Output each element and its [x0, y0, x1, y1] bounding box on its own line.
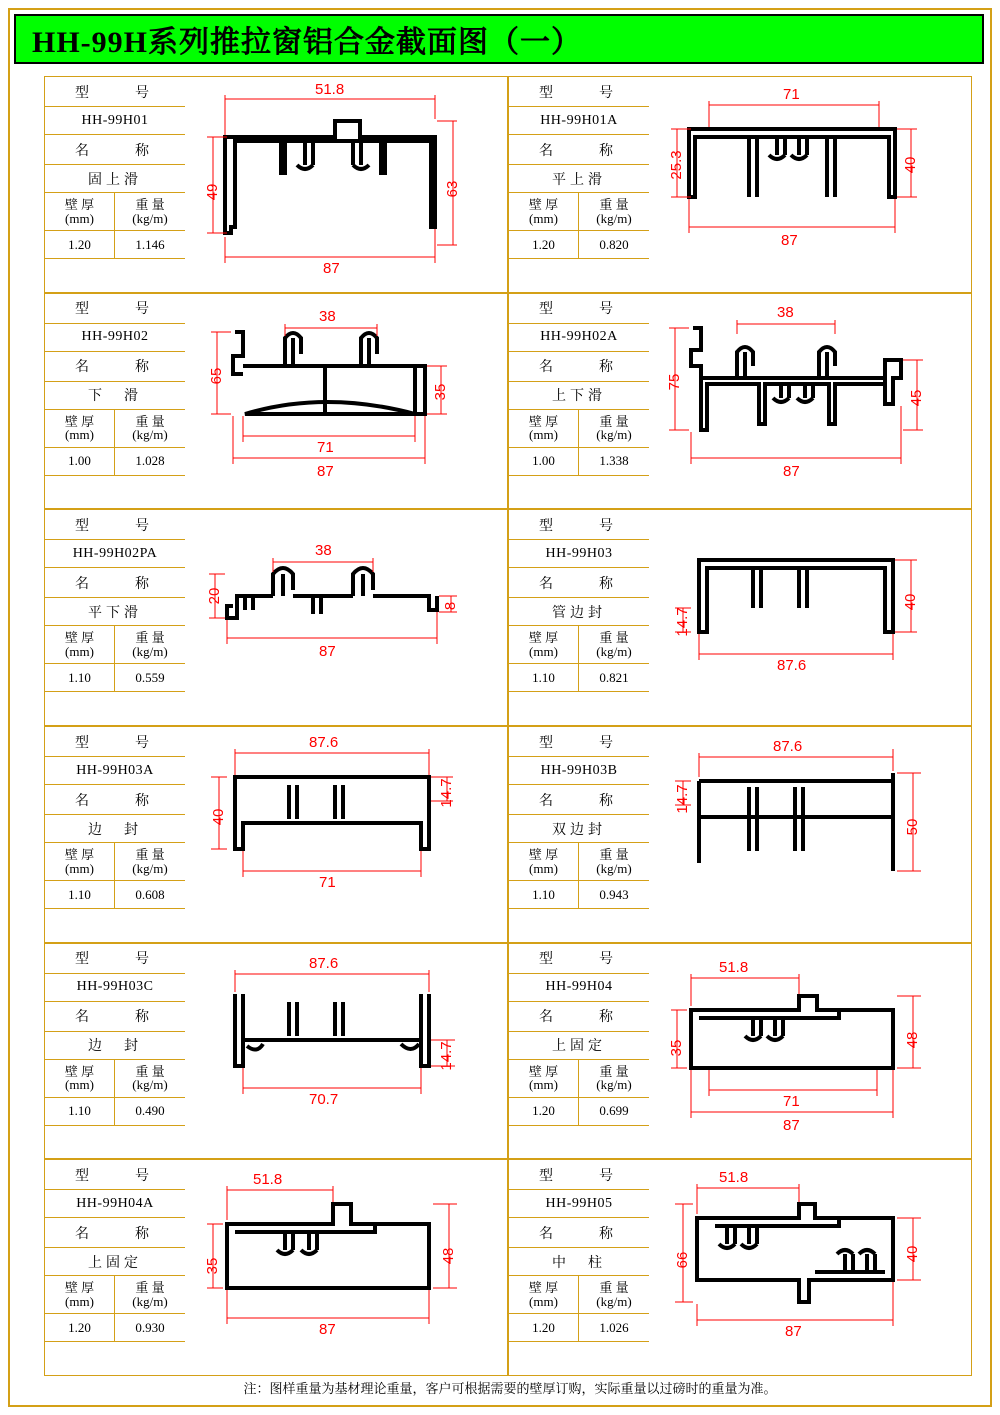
- dim-label: 71: [319, 874, 336, 891]
- dim-label: 51.8: [719, 958, 749, 976]
- spec-weight-value: 1.026: [599, 1320, 629, 1335]
- spec-thickness-value: 1.10: [45, 881, 115, 908]
- section-drawing: [185, 294, 507, 509]
- spec-weight-header: 重 量 (kg/m): [596, 1280, 632, 1309]
- spec-model-header: 型 号: [45, 727, 185, 757]
- spec-model-header: 型 号: [509, 1160, 649, 1190]
- spec-weight-value: 0.820: [599, 236, 629, 252]
- dim-label: 51.8: [315, 81, 345, 98]
- spec-name-header: 名 称: [45, 785, 185, 815]
- spec-values: [509, 881, 649, 909]
- section-drawing: [185, 944, 507, 1159]
- spec-model-value: HH-99H04: [509, 974, 649, 1002]
- section-drawing: [649, 727, 971, 942]
- spec-unit-header: [509, 626, 649, 664]
- dim-label: 87: [323, 260, 340, 277]
- profile-cell[interactable]: [44, 726, 508, 943]
- spec-table: [509, 1160, 649, 1375]
- spec-filler: [509, 259, 649, 292]
- spec-name-value: 边 封: [45, 1032, 185, 1060]
- profile-cell[interactable]: [508, 76, 972, 293]
- spec-weight-header: 重 量 (kg/m): [596, 630, 632, 659]
- spec-name-header: 名 称: [45, 568, 185, 598]
- spec-thickness-header: 壁 厚 (mm): [45, 843, 115, 880]
- spec-name-value: 上固定: [509, 1032, 649, 1060]
- spec-filler: [45, 909, 185, 942]
- dim-label: 35: [668, 1039, 685, 1056]
- spec-unit-header: [45, 843, 185, 881]
- spec-weight-header: 重 量 (kg/m): [132, 1280, 168, 1309]
- spec-thickness-value: 1.10: [509, 881, 579, 908]
- spec-name-value: 边 封: [45, 815, 185, 843]
- spec-thickness-value: 1.10: [45, 1098, 115, 1125]
- spec-thickness-value: 1.10: [509, 664, 579, 691]
- dim-label: 87: [319, 1321, 336, 1339]
- spec-table: [509, 944, 649, 1159]
- spec-values: [45, 231, 185, 259]
- spec-unit-header: [45, 193, 185, 231]
- spec-name-value: 双边封: [509, 815, 649, 843]
- spec-thickness-header: 壁 厚 (mm): [509, 193, 579, 230]
- spec-weight-value: 0.608: [135, 886, 165, 902]
- dim-label: 50: [904, 818, 921, 836]
- dim-label: 71: [317, 438, 334, 456]
- dim-label: 40: [210, 808, 227, 826]
- spec-name-header: 名 称: [509, 352, 649, 382]
- spec-model-value: HH-99H04A: [45, 1190, 185, 1218]
- dim-label: 25.3: [668, 150, 685, 180]
- dim-label: 87: [317, 462, 334, 480]
- spec-name-value: 固上滑: [45, 165, 185, 193]
- spec-name-value: 上下滑: [509, 382, 649, 410]
- section-drawing: [649, 510, 971, 725]
- spec-name-header: 名 称: [509, 568, 649, 598]
- spec-model-header: 型 号: [45, 294, 185, 324]
- spec-name-header: 名 称: [45, 1218, 185, 1248]
- dim-label: 38: [777, 303, 794, 321]
- dim-label: 70.7: [309, 1090, 339, 1108]
- spec-values: [45, 448, 185, 476]
- spec-filler: [45, 692, 185, 725]
- spec-weight-header: 重 量 (kg/m): [132, 413, 168, 443]
- spec-values: [509, 1314, 649, 1342]
- spec-values: [45, 1314, 185, 1342]
- spec-thickness-value: 1.20: [509, 1314, 579, 1341]
- dim-label: 63: [444, 180, 461, 198]
- dim-label: 35: [204, 1257, 221, 1275]
- spec-thickness-header: 壁 厚 (mm): [509, 1276, 579, 1313]
- spec-values: [45, 881, 185, 909]
- spec-model-header: 型 号: [509, 944, 649, 974]
- spec-thickness-value: 1.20: [45, 231, 115, 258]
- spec-unit-header: [509, 410, 649, 448]
- spec-model-header: 型 号: [45, 944, 185, 974]
- dim-label: 87: [319, 643, 336, 661]
- dim-label: 71: [783, 86, 800, 103]
- spec-filler: [509, 1342, 649, 1375]
- dim-label: 87: [785, 1323, 802, 1341]
- spec-weight-value: 1.028: [135, 453, 165, 469]
- spec-filler: [45, 476, 185, 509]
- profile-cell[interactable]: [508, 1159, 972, 1376]
- spec-values: [45, 1098, 185, 1126]
- dim-label: 38: [315, 542, 332, 560]
- dim-label: 87.6: [777, 657, 807, 675]
- dim-label: 87.6: [309, 954, 339, 972]
- dim-label: 14.7: [438, 778, 455, 808]
- dim-label: 87: [783, 1116, 800, 1134]
- dim-label: 45: [908, 389, 925, 406]
- spec-name-header: 名 称: [509, 1218, 649, 1248]
- spec-weight-header: 重 量 (kg/m): [596, 413, 632, 443]
- spec-name-header: 名 称: [45, 1002, 185, 1032]
- spec-name-header: 名 称: [509, 135, 649, 165]
- spec-model-value: HH-99H03A: [45, 757, 185, 785]
- spec-weight-value: 0.699: [599, 1103, 629, 1119]
- spec-name-value: 下 滑: [45, 382, 185, 410]
- spec-table: [45, 944, 185, 1159]
- spec-weight-header: 重 量 (kg/m): [132, 630, 168, 659]
- spec-model-header: 型 号: [45, 77, 185, 107]
- spec-thickness-header: 壁 厚 (mm): [509, 1060, 579, 1097]
- spec-name-header: 名 称: [45, 352, 185, 382]
- spec-table: [45, 727, 185, 942]
- spec-filler: [509, 909, 649, 942]
- spec-filler: [509, 1126, 649, 1159]
- spec-model-header: 型 号: [45, 1160, 185, 1190]
- profile-grid: [44, 76, 972, 1376]
- spec-weight-value: 0.943: [599, 886, 629, 902]
- section-drawing: [649, 77, 971, 292]
- dim-label: 48: [904, 1031, 921, 1048]
- section-drawing: [185, 77, 507, 292]
- spec-values: [509, 231, 649, 259]
- spec-thickness-value: 1.10: [45, 664, 115, 691]
- spec-model-value: HH-99H02PA: [45, 540, 185, 568]
- spec-model-header: 型 号: [509, 294, 649, 324]
- spec-values: [509, 1098, 649, 1126]
- spec-weight-value: 0.821: [599, 670, 629, 685]
- spec-model-value: HH-99H05: [509, 1190, 649, 1218]
- spec-name-value: 平下滑: [45, 598, 185, 626]
- dim-label: 71: [783, 1092, 800, 1110]
- spec-weight-header: 重 量 (kg/m): [596, 1063, 632, 1093]
- title-bar: [14, 14, 984, 64]
- profile-cell[interactable]: [44, 943, 508, 1160]
- spec-unit-header: [509, 1276, 649, 1314]
- dim-label: 51.8: [719, 1169, 749, 1187]
- section-drawing: [185, 1160, 507, 1375]
- spec-thickness-header: 壁 厚 (mm): [45, 193, 115, 230]
- dim-label: 48: [440, 1247, 457, 1265]
- spec-filler: [45, 1342, 185, 1375]
- spec-table: [45, 294, 185, 509]
- spec-name-header: 名 称: [509, 1002, 649, 1032]
- dim-label: 14.7: [674, 607, 691, 637]
- dim-label: 38: [319, 307, 336, 325]
- spec-weight-header: 重 量 (kg/m): [132, 1063, 168, 1093]
- spec-filler: [45, 1126, 185, 1159]
- spec-thickness-value: 1.20: [45, 1314, 115, 1341]
- spec-thickness-header: 壁 厚 (mm): [45, 1276, 115, 1313]
- spec-weight-header: 重 量 (kg/m): [132, 846, 168, 876]
- spec-table: [45, 510, 185, 725]
- spec-name-header: 名 称: [45, 135, 185, 165]
- spec-model-value: HH-99H03C: [45, 974, 185, 1002]
- spec-filler: [509, 692, 649, 725]
- dim-label: 51.8: [253, 1171, 283, 1189]
- dim-label: 87: [783, 462, 800, 480]
- spec-thickness-header: 壁 厚 (mm): [45, 626, 115, 663]
- dim-label: 8: [442, 602, 459, 611]
- section-drawing: [649, 294, 971, 509]
- spec-thickness-header: 壁 厚 (mm): [45, 1060, 115, 1097]
- profile-cell[interactable]: [44, 76, 508, 293]
- spec-table: [509, 294, 649, 509]
- spec-table: [509, 77, 649, 292]
- spec-filler: [45, 259, 185, 292]
- spec-model-value: HH-99H03B: [509, 757, 649, 785]
- spec-unit-header: [509, 1060, 649, 1098]
- spec-name-value: 上固定: [45, 1248, 185, 1276]
- spec-thickness-header: 壁 厚 (mm): [509, 410, 579, 447]
- profile-cell[interactable]: [508, 726, 972, 943]
- profile-cell[interactable]: [44, 1159, 508, 1376]
- spec-weight-value: 0.559: [135, 670, 165, 685]
- dim-label: 14.7: [674, 784, 691, 814]
- spec-model-value: HH-99H03: [509, 540, 649, 568]
- spec-name-value: 平上滑: [509, 165, 649, 193]
- spec-thickness-header: 壁 厚 (mm): [45, 410, 115, 447]
- dim-label: 40: [902, 156, 919, 174]
- footnote: [0, 1378, 1000, 1397]
- spec-thickness-value: 1.20: [509, 1098, 579, 1125]
- spec-model-header: 型 号: [509, 77, 649, 107]
- spec-unit-header: [45, 626, 185, 664]
- spec-weight-value: 1.338: [599, 453, 629, 469]
- spec-values: [509, 664, 649, 692]
- spec-thickness-header: 壁 厚 (mm): [509, 843, 579, 880]
- dim-label: 40: [902, 593, 919, 611]
- spec-unit-header: [45, 1060, 185, 1098]
- footnote-text: 注：图样重量为基材理论重量，客户可根据需要的壁厚订购，实际重量以过磅时的重量为准。: [243, 1381, 777, 1396]
- dim-label: 14.7: [438, 1041, 455, 1071]
- spec-weight-header: 重 量 (kg/m): [132, 196, 168, 226]
- dim-label: 35: [432, 383, 449, 400]
- dim-label: 87: [781, 232, 798, 249]
- spec-name-value: 管边封: [509, 598, 649, 626]
- section-drawing: [185, 727, 507, 942]
- spec-weight-header: 重 量 (kg/m): [596, 196, 632, 226]
- spec-table: [509, 510, 649, 725]
- spec-model-value: HH-99H01A: [509, 107, 649, 135]
- spec-unit-header: [509, 193, 649, 231]
- spec-model-header: 型 号: [45, 510, 185, 540]
- spec-thickness-value: 1.00: [45, 448, 115, 475]
- spec-weight-value: 0.490: [135, 1103, 165, 1119]
- dim-label: 87.6: [309, 734, 339, 751]
- dim-label: 65: [208, 367, 225, 384]
- section-drawing: [185, 510, 507, 725]
- profile-cell[interactable]: [44, 293, 508, 510]
- dim-label: 87.6: [773, 738, 803, 755]
- spec-weight-value: 1.146: [135, 236, 165, 252]
- spec-unit-header: [45, 1276, 185, 1314]
- page-title: HH-99H系列推拉窗铝合金截面图（一）: [32, 26, 582, 59]
- profile-cell[interactable]: [508, 509, 972, 726]
- spec-filler: [509, 476, 649, 509]
- spec-model-value: HH-99H02A: [509, 324, 649, 352]
- profile-cell[interactable]: [508, 293, 972, 510]
- spec-thickness-value: 1.00: [509, 448, 579, 475]
- section-drawing: [649, 944, 971, 1159]
- spec-thickness-value: 1.20: [509, 231, 579, 258]
- spec-model-header: 型 号: [509, 510, 649, 540]
- spec-table: [45, 77, 185, 292]
- spec-model-value: HH-99H02: [45, 324, 185, 352]
- dim-label: 40: [904, 1245, 921, 1263]
- spec-model-value: HH-99H01: [45, 107, 185, 135]
- spec-values: [509, 448, 649, 476]
- spec-unit-header: [509, 843, 649, 881]
- spec-name-header: 名 称: [509, 785, 649, 815]
- profile-cell[interactable]: [508, 943, 972, 1160]
- spec-weight-header: 重 量 (kg/m): [596, 846, 632, 876]
- dim-label: 20: [206, 587, 223, 605]
- dim-label: 75: [666, 373, 683, 390]
- spec-weight-value: 0.930: [135, 1320, 165, 1335]
- profile-cell[interactable]: [44, 509, 508, 726]
- spec-table: [45, 1160, 185, 1375]
- section-drawing: [649, 1160, 971, 1375]
- spec-table: [509, 727, 649, 942]
- spec-unit-header: [45, 410, 185, 448]
- dim-label: 49: [204, 183, 221, 201]
- spec-name-value: 中 柱: [509, 1248, 649, 1276]
- spec-model-header: 型 号: [509, 727, 649, 757]
- dim-label: 66: [674, 1251, 691, 1269]
- spec-values: [45, 664, 185, 692]
- spec-thickness-header: 壁 厚 (mm): [509, 626, 579, 663]
